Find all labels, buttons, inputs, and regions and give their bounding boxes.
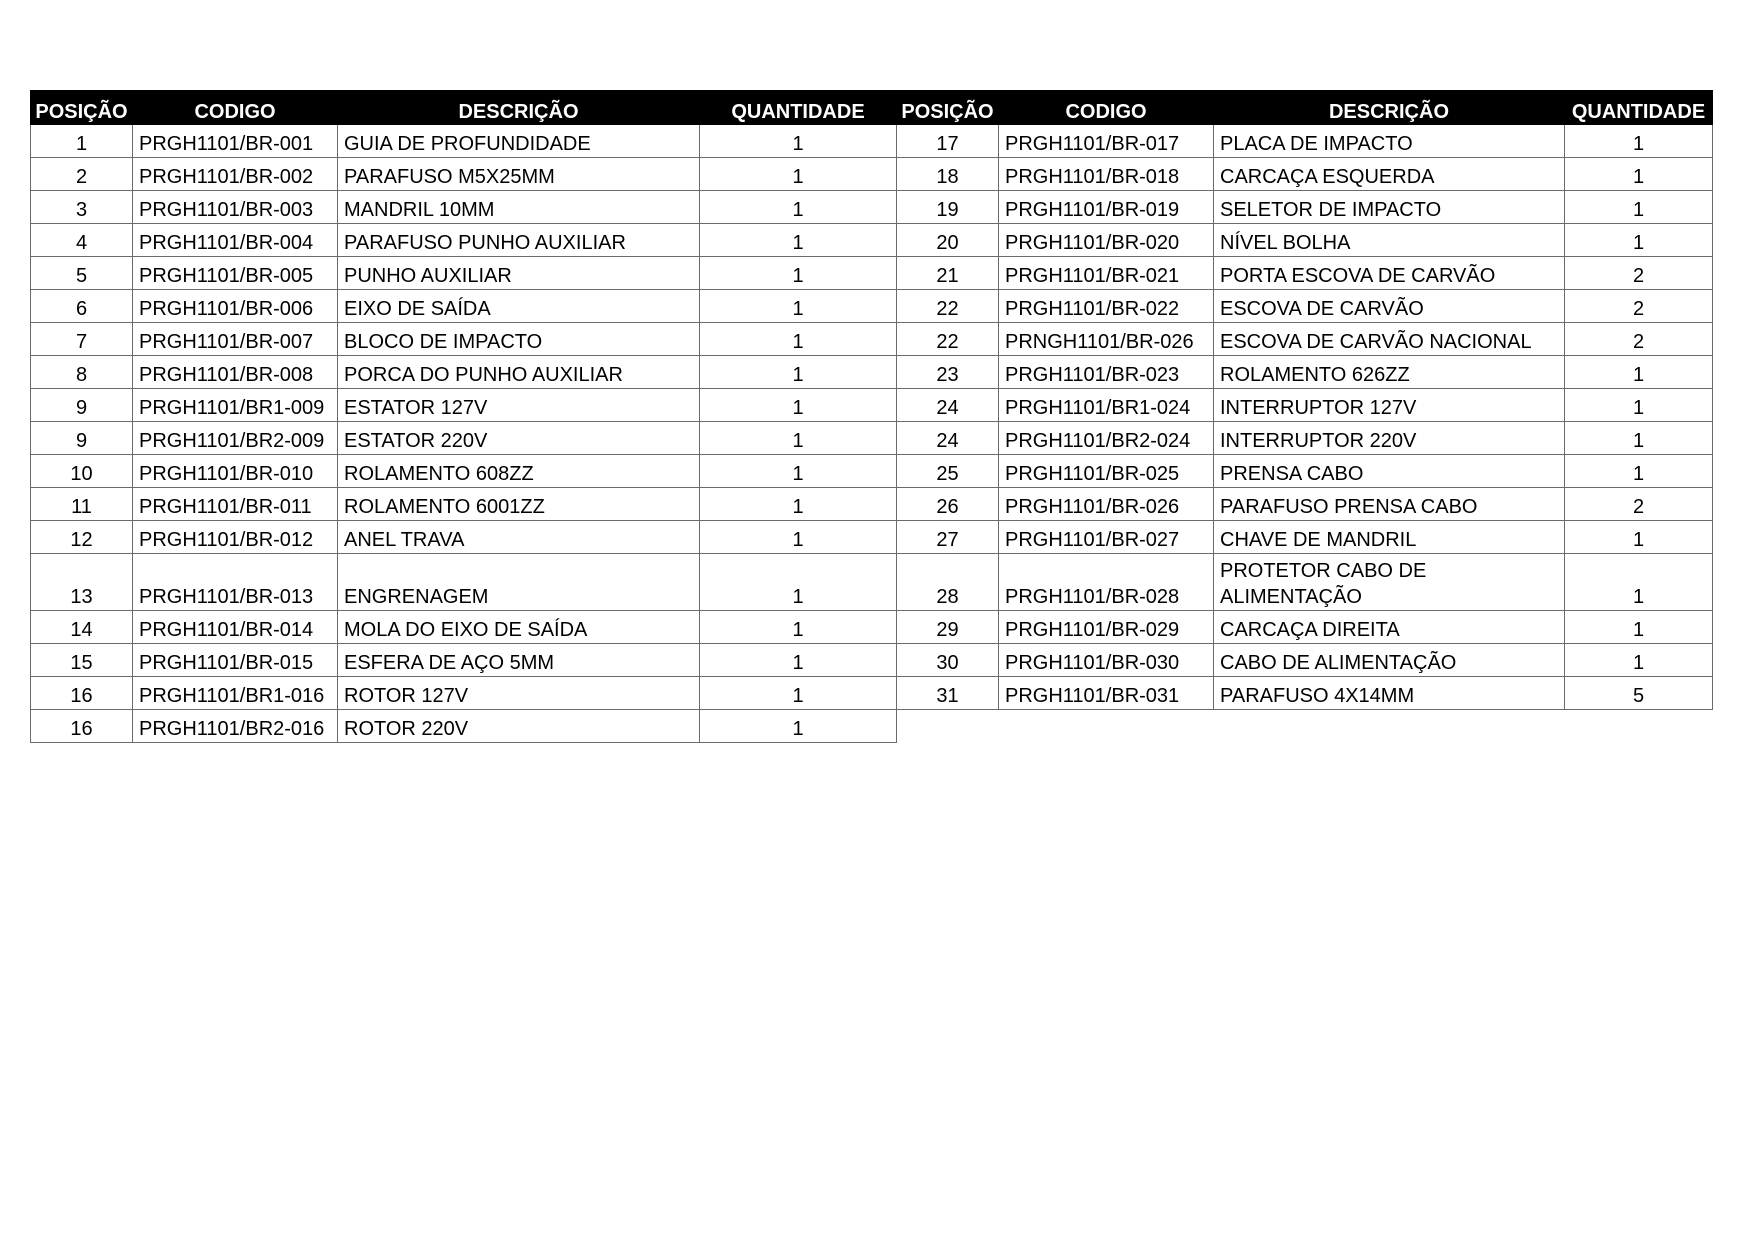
description-cell: PORCA DO PUNHO AUXILIAR [338, 356, 700, 389]
description-cell: PLACA DE IMPACTO [1214, 125, 1565, 158]
header-quantity: QUANTIDADE [1565, 91, 1713, 125]
code-cell: PRGH1101/BR-019 [999, 191, 1214, 224]
table-row [31, 488, 1713, 521]
code-cell: PRGH1101/BR-018 [999, 158, 1214, 191]
header-description: DESCRIÇÃO [1214, 91, 1565, 125]
quantity-cell: 2 [1565, 290, 1713, 323]
quantity-cell: 1 [700, 389, 897, 422]
position-cell: 16 [31, 677, 133, 710]
code-cell: PRGH1101/BR-003 [133, 191, 338, 224]
table-row [31, 710, 1713, 743]
description-cell: ROLAMENTO 608ZZ [338, 455, 700, 488]
quantity-cell: 1 [700, 158, 897, 191]
header-position: POSIÇÃO [31, 91, 133, 125]
empty-cell [999, 710, 1214, 743]
table-row [31, 224, 1713, 257]
code-cell: PRGH1101/BR-006 [133, 290, 338, 323]
position-cell: 20 [897, 224, 999, 257]
quantity-cell: 1 [700, 521, 897, 554]
quantity-cell: 1 [700, 455, 897, 488]
code-cell: PRGH1101/BR-011 [133, 488, 338, 521]
code-cell: PRGH1101/BR2-024 [999, 422, 1214, 455]
quantity-cell: 1 [700, 554, 897, 611]
code-cell: PRGH1101/BR-022 [999, 290, 1214, 323]
quantity-cell: 1 [1565, 644, 1713, 677]
position-cell: 13 [31, 554, 133, 611]
code-cell: PRGH1101/BR-010 [133, 455, 338, 488]
quantity-cell: 1 [1565, 422, 1713, 455]
description-cell: SELETOR DE IMPACTO [1214, 191, 1565, 224]
table-row [31, 356, 1713, 389]
empty-cell [897, 710, 999, 743]
quantity-cell: 1 [700, 323, 897, 356]
description-cell: ESTATOR 220V [338, 422, 700, 455]
position-cell: 3 [31, 191, 133, 224]
code-cell: PRGH1101/BR-021 [999, 257, 1214, 290]
description-cell: ESCOVA DE CARVÃO [1214, 290, 1565, 323]
description-cell: EIXO DE SAÍDA [338, 290, 700, 323]
table-row [31, 422, 1713, 455]
header-position: POSIÇÃO [897, 91, 999, 125]
table-row [31, 257, 1713, 290]
table-row [31, 554, 1713, 611]
quantity-cell: 1 [1565, 356, 1713, 389]
description-cell: ENGRENAGEM [338, 554, 700, 611]
table-row [31, 158, 1713, 191]
description-cell: ESFERA DE AÇO 5MM [338, 644, 700, 677]
position-cell: 12 [31, 521, 133, 554]
description-cell: MOLA DO EIXO DE SAÍDA [338, 611, 700, 644]
quantity-cell: 1 [1565, 125, 1713, 158]
parts-table-body [31, 125, 1713, 743]
position-cell: 19 [897, 191, 999, 224]
position-cell: 29 [897, 611, 999, 644]
description-cell: PARAFUSO 4X14MM [1214, 677, 1565, 710]
position-cell: 27 [897, 521, 999, 554]
position-cell: 18 [897, 158, 999, 191]
position-cell: 14 [31, 611, 133, 644]
header-row [31, 91, 1713, 125]
code-cell: PRGH1101/BR-027 [999, 521, 1214, 554]
code-cell: PRGH1101/BR-004 [133, 224, 338, 257]
quantity-cell: 1 [700, 257, 897, 290]
position-cell: 9 [31, 422, 133, 455]
quantity-cell: 1 [700, 488, 897, 521]
table-row [31, 644, 1713, 677]
position-cell: 22 [897, 323, 999, 356]
code-cell: PRGH1101/BR-028 [999, 554, 1214, 611]
description-cell: PARAFUSO PRENSA CABO [1214, 488, 1565, 521]
description-cell: ROTOR 220V [338, 710, 700, 743]
position-cell: 4 [31, 224, 133, 257]
quantity-cell: 1 [1565, 611, 1713, 644]
quantity-cell: 1 [1565, 389, 1713, 422]
position-cell: 25 [897, 455, 999, 488]
description-cell: CHAVE DE MANDRIL [1214, 521, 1565, 554]
header-description: DESCRIÇÃO [338, 91, 700, 125]
position-cell: 15 [31, 644, 133, 677]
description-cell: PUNHO AUXILIAR [338, 257, 700, 290]
position-cell: 11 [31, 488, 133, 521]
code-cell: PRGH1101/BR-005 [133, 257, 338, 290]
quantity-cell: 1 [700, 677, 897, 710]
description-cell: PORTA ESCOVA DE CARVÃO [1214, 257, 1565, 290]
quantity-cell: 2 [1565, 488, 1713, 521]
quantity-cell: 1 [700, 710, 897, 743]
description-cell: ROLAMENTO 626ZZ [1214, 356, 1565, 389]
quantity-cell: 1 [700, 224, 897, 257]
position-cell: 9 [31, 389, 133, 422]
code-cell: PRGH1101/BR2-009 [133, 422, 338, 455]
position-cell: 24 [897, 422, 999, 455]
quantity-cell: 1 [700, 191, 897, 224]
description-cell: CABO DE ALIMENTAÇÃO [1214, 644, 1565, 677]
position-cell: 24 [897, 389, 999, 422]
code-cell: PRGH1101/BR1-016 [133, 677, 338, 710]
quantity-cell: 1 [1565, 554, 1713, 611]
description-cell: ESCOVA DE CARVÃO NACIONAL [1214, 323, 1565, 356]
parts-list-sheet [30, 90, 1713, 743]
quantity-cell: 1 [1565, 224, 1713, 257]
description-cell: PARAFUSO PUNHO AUXILIAR [338, 224, 700, 257]
table-row [31, 323, 1713, 356]
code-cell: PRGH1101/BR-001 [133, 125, 338, 158]
position-cell: 5 [31, 257, 133, 290]
position-cell: 7 [31, 323, 133, 356]
description-cell: ESTATOR 127V [338, 389, 700, 422]
code-cell: PRGH1101/BR-012 [133, 521, 338, 554]
empty-cell [1565, 710, 1713, 743]
table-row [31, 290, 1713, 323]
table-row [31, 521, 1713, 554]
description-cell: CARCAÇA DIREITA [1214, 611, 1565, 644]
header-code: CODIGO [133, 91, 338, 125]
code-cell: PRGH1101/BR-030 [999, 644, 1214, 677]
description-cell: ROLAMENTO 6001ZZ [338, 488, 700, 521]
parts-table [30, 90, 1713, 743]
code-cell: PRGH1101/BR2-016 [133, 710, 338, 743]
code-cell: PRGH1101/BR-026 [999, 488, 1214, 521]
code-cell: PRGH1101/BR-017 [999, 125, 1214, 158]
code-cell: PRGH1101/BR-025 [999, 455, 1214, 488]
table-row [31, 455, 1713, 488]
position-cell: 2 [31, 158, 133, 191]
code-cell: PRGH1101/BR-023 [999, 356, 1214, 389]
code-cell: PRGH1101/BR-007 [133, 323, 338, 356]
code-cell: PRGH1101/BR1-024 [999, 389, 1214, 422]
quantity-cell: 1 [700, 422, 897, 455]
description-cell: ROTOR 127V [338, 677, 700, 710]
code-cell: PRGH1101/BR-014 [133, 611, 338, 644]
quantity-cell: 1 [700, 356, 897, 389]
header-quantity: QUANTIDADE [700, 91, 897, 125]
quantity-cell: 1 [1565, 191, 1713, 224]
quantity-cell: 2 [1565, 323, 1713, 356]
description-cell: MANDRIL 10MM [338, 191, 700, 224]
code-cell: PRGH1101/BR1-009 [133, 389, 338, 422]
quantity-cell: 1 [1565, 158, 1713, 191]
description-cell: INTERRUPTOR 127V [1214, 389, 1565, 422]
quantity-cell: 1 [1565, 521, 1713, 554]
quantity-cell: 1 [700, 125, 897, 158]
position-cell: 8 [31, 356, 133, 389]
quantity-cell: 1 [700, 290, 897, 323]
position-cell: 26 [897, 488, 999, 521]
code-cell: PRGH1101/BR-013 [133, 554, 338, 611]
table-row [31, 191, 1713, 224]
table-row [31, 611, 1713, 644]
position-cell: 16 [31, 710, 133, 743]
position-cell: 30 [897, 644, 999, 677]
table-row [31, 125, 1713, 158]
quantity-cell: 1 [700, 644, 897, 677]
position-cell: 21 [897, 257, 999, 290]
description-cell: NÍVEL BOLHA [1214, 224, 1565, 257]
code-cell: PRGH1101/BR-020 [999, 224, 1214, 257]
table-row [31, 677, 1713, 710]
position-cell: 31 [897, 677, 999, 710]
code-cell: PRGH1101/BR-015 [133, 644, 338, 677]
position-cell: 28 [897, 554, 999, 611]
description-cell: PRENSA CABO [1214, 455, 1565, 488]
description-cell: BLOCO DE IMPACTO [338, 323, 700, 356]
description-cell: INTERRUPTOR 220V [1214, 422, 1565, 455]
position-cell: 6 [31, 290, 133, 323]
description-cell: GUIA DE PROFUNDIDADE [338, 125, 700, 158]
quantity-cell: 5 [1565, 677, 1713, 710]
quantity-cell: 1 [700, 611, 897, 644]
description-cell: ANEL TRAVA [338, 521, 700, 554]
empty-cell [1214, 710, 1565, 743]
position-cell: 1 [31, 125, 133, 158]
code-cell: PRGH1101/BR-029 [999, 611, 1214, 644]
code-cell: PRNGH1101/BR-026 [999, 323, 1214, 356]
quantity-cell: 2 [1565, 257, 1713, 290]
description-cell: PROTETOR CABO DE ALIMENTAÇÃO [1214, 554, 1565, 611]
header-code: CODIGO [999, 91, 1214, 125]
code-cell: PRGH1101/BR-002 [133, 158, 338, 191]
position-cell: 23 [897, 356, 999, 389]
description-cell: PARAFUSO M5X25MM [338, 158, 700, 191]
code-cell: PRGH1101/BR-031 [999, 677, 1214, 710]
position-cell: 10 [31, 455, 133, 488]
code-cell: PRGH1101/BR-008 [133, 356, 338, 389]
position-cell: 22 [897, 290, 999, 323]
position-cell: 17 [897, 125, 999, 158]
description-cell: CARCAÇA ESQUERDA [1214, 158, 1565, 191]
quantity-cell: 1 [1565, 455, 1713, 488]
table-row [31, 389, 1713, 422]
